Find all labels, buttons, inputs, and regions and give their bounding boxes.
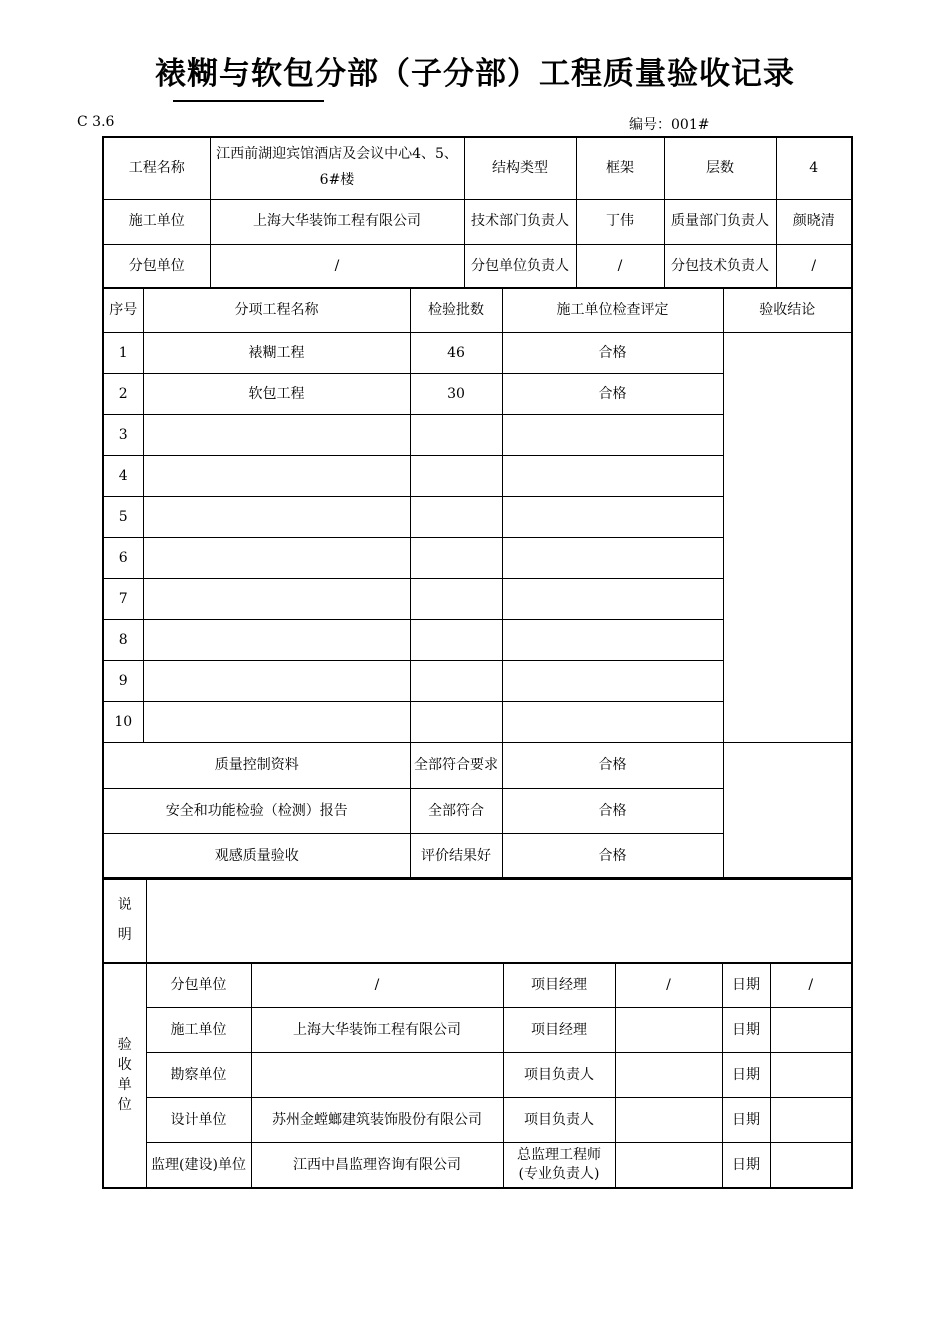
row-name	[143, 620, 410, 661]
col-header-batches: 检验批数	[410, 288, 502, 333]
row-no: 1	[103, 333, 143, 374]
unit-label: 监理(建设)单位	[146, 1143, 251, 1188]
acceptance-row	[103, 1008, 852, 1053]
acceptance-row	[103, 1098, 852, 1143]
row-batches	[410, 579, 502, 620]
construction-unit-label: 施工单位	[103, 199, 210, 244]
row-batches	[410, 702, 502, 743]
row-no: 6	[103, 538, 143, 579]
unit-label: 设计单位	[146, 1098, 251, 1143]
role-value	[615, 1143, 722, 1188]
date-label: 日期	[722, 1053, 770, 1098]
role-value: /	[615, 963, 722, 1008]
row-evaluation: 合格	[502, 374, 723, 415]
date-value	[770, 1143, 852, 1188]
row-no: 8	[103, 620, 143, 661]
unit-value	[251, 1053, 503, 1098]
row-batches	[410, 497, 502, 538]
construction-unit-value: 上海大华装饰工程有限公司	[210, 199, 464, 244]
summary-label: 观感质量验收	[103, 834, 410, 879]
role-label	[503, 1143, 615, 1188]
row-name	[143, 538, 410, 579]
row-evaluation	[502, 620, 723, 661]
quality-dept-head-value: 颜晓清	[776, 199, 852, 244]
summary-row	[103, 743, 852, 789]
subcontractor-label: 分包单位	[103, 244, 210, 288]
summary-evaluation: 合格	[502, 789, 723, 834]
table-row	[103, 333, 852, 374]
row-batches	[410, 620, 502, 661]
summary-conclusion-cell	[723, 743, 852, 879]
remarks-table	[102, 877, 853, 964]
row-name	[143, 415, 410, 456]
remarks-label	[103, 878, 146, 963]
row-batches	[410, 538, 502, 579]
date-value: /	[770, 963, 852, 1008]
row-evaluation	[502, 415, 723, 456]
row-evaluation	[502, 538, 723, 579]
acceptance-row	[103, 963, 852, 1008]
acceptance-row	[103, 1143, 852, 1188]
date-value	[770, 1008, 852, 1053]
row-no: 7	[103, 579, 143, 620]
form-number	[629, 114, 709, 134]
floors-value: 4	[776, 137, 852, 199]
subcontractor-head-value: /	[576, 244, 664, 288]
row-batches	[410, 415, 502, 456]
form-code: C 3.6	[77, 114, 115, 130]
unit-label: 勘察单位	[146, 1053, 251, 1098]
col-header-conclusion: 验收结论	[723, 288, 852, 333]
subcontractor-value: /	[210, 244, 464, 288]
row-batches	[410, 456, 502, 497]
unit-value: 苏州金螳螂建筑装饰股份有限公司	[251, 1098, 503, 1143]
row-name	[143, 661, 410, 702]
date-value	[770, 1098, 852, 1143]
remarks-label-line1: 说	[117, 896, 132, 913]
row-no: 10	[103, 702, 143, 743]
side-label-char: 验	[117, 1036, 132, 1053]
row-evaluation	[502, 579, 723, 620]
row-no: 5	[103, 497, 143, 538]
quality-dept-head-label: 质量部门负责人	[664, 199, 776, 244]
row-batches: 30	[410, 374, 502, 415]
row-name	[143, 579, 410, 620]
role-value	[615, 1008, 722, 1053]
role-label: 项目经理	[503, 1008, 615, 1053]
role-value	[615, 1098, 722, 1143]
project-info-table	[102, 136, 853, 289]
role-label: 项目负责人	[503, 1098, 615, 1143]
summary-label: 质量控制资料	[103, 743, 410, 789]
side-label-char: 单	[117, 1076, 132, 1093]
row-no: 3	[103, 415, 143, 456]
row-no: 4	[103, 456, 143, 497]
form-number-value: 001#	[671, 117, 710, 133]
project-name-value: 江西前湖迎宾馆酒店及会议中心4、5、6#楼	[210, 137, 464, 199]
project-name-label: 工程名称	[103, 137, 210, 199]
role-label-line2: (专业负责人)	[518, 1165, 600, 1182]
unit-value: 上海大华装饰工程有限公司	[251, 1008, 503, 1053]
subcontractor-head-label: 分包单位负责人	[464, 244, 576, 288]
row-name	[143, 702, 410, 743]
row-evaluation	[502, 702, 723, 743]
date-label: 日期	[722, 1008, 770, 1053]
summary-evaluation: 合格	[502, 743, 723, 789]
subcontractor-tech-head-value: /	[776, 244, 852, 288]
unit-label: 分包单位	[146, 963, 251, 1008]
unit-value: 江西中昌监理咨询有限公司	[251, 1143, 503, 1188]
unit-label: 施工单位	[146, 1008, 251, 1053]
tech-dept-head-value: 丁伟	[576, 199, 664, 244]
remarks-label-line2: 明	[117, 926, 132, 943]
items-header-row	[103, 288, 852, 333]
side-label-char: 位	[117, 1096, 132, 1113]
row-name	[143, 497, 410, 538]
summary-status: 全部符合要求	[410, 743, 502, 789]
role-label-line1: 总监理工程师	[517, 1146, 601, 1163]
date-label: 日期	[722, 1143, 770, 1188]
date-value	[770, 1053, 852, 1098]
items-table	[102, 287, 853, 880]
row-batches: 46	[410, 333, 502, 374]
title-underline	[173, 100, 324, 102]
date-label: 日期	[722, 963, 770, 1008]
row-no: 9	[103, 661, 143, 702]
row-evaluation	[502, 497, 723, 538]
role-label: 项目经理	[503, 963, 615, 1008]
unit-value: /	[251, 963, 503, 1008]
acceptance-row	[103, 1053, 852, 1098]
summary-label: 安全和功能检验（检测）报告	[103, 789, 410, 834]
col-header-name: 分项工程名称	[143, 288, 410, 333]
role-value	[615, 1053, 722, 1098]
summary-status: 全部符合	[410, 789, 502, 834]
form-number-label: 编号：	[629, 117, 671, 133]
acceptance-conclusion-cell	[723, 333, 852, 743]
row-evaluation	[502, 661, 723, 702]
row-evaluation: 合格	[502, 333, 723, 374]
side-label-char: 收	[117, 1056, 132, 1073]
row-name: 软包工程	[143, 374, 410, 415]
subcontractor-tech-head-label: 分包技术负责人	[664, 244, 776, 288]
structure-type-value: 框架	[576, 137, 664, 199]
row-batches	[410, 661, 502, 702]
page-title: 裱糊与软包分部（子分部）工程质量验收记录	[155, 56, 795, 92]
acceptance-side-label	[103, 963, 146, 1188]
summary-evaluation: 合格	[502, 834, 723, 879]
remarks-value	[146, 878, 852, 963]
structure-type-label: 结构类型	[464, 137, 576, 199]
col-header-no: 序号	[103, 288, 143, 333]
row-name	[143, 456, 410, 497]
summary-status: 评价结果好	[410, 834, 502, 879]
date-label: 日期	[722, 1098, 770, 1143]
col-header-evaluation: 施工单位检查评定	[502, 288, 723, 333]
row-name: 裱糊工程	[143, 333, 410, 374]
tech-dept-head-label: 技术部门负责人	[464, 199, 576, 244]
row-no: 2	[103, 374, 143, 415]
role-label: 项目负责人	[503, 1053, 615, 1098]
acceptance-table	[102, 962, 853, 1189]
floors-label: 层数	[664, 137, 776, 199]
row-evaluation	[502, 456, 723, 497]
